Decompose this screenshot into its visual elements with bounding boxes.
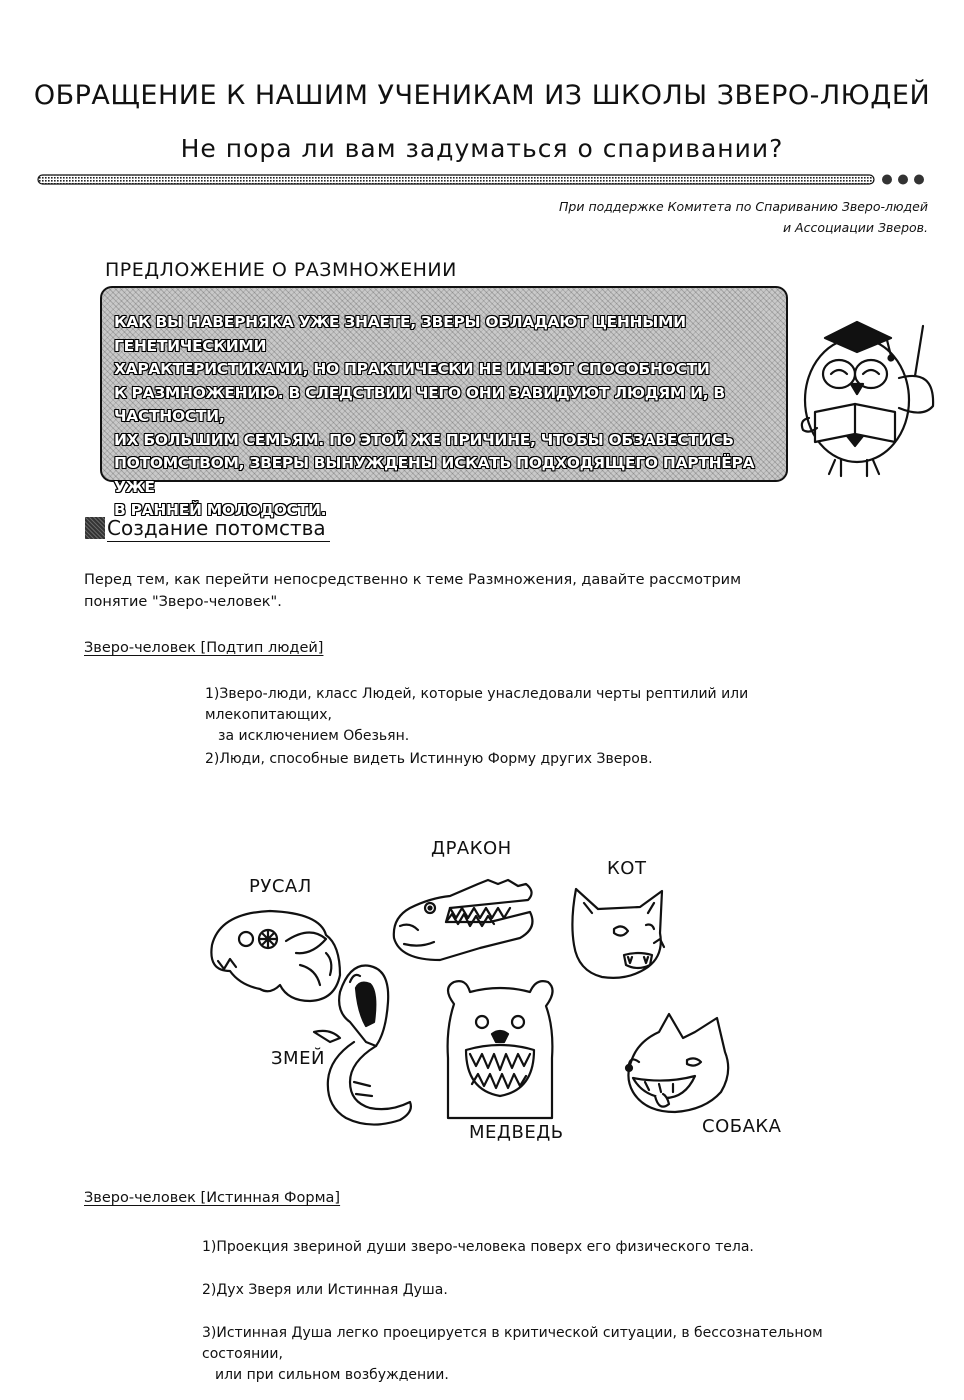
support-line: и Ассоциации Зверов. — [782, 220, 928, 235]
subtype-heading: Зверо-человек [Подтип людей] — [84, 640, 324, 656]
trueform-heading: Зверо-человек [Истинная Форма] — [84, 1190, 341, 1206]
owl-mascot-illustration — [795, 308, 945, 483]
serpent-illustration — [310, 962, 420, 1132]
section-title: Создание потомства — [107, 516, 330, 542]
intro-line: понятие "Зверо-человек". — [84, 594, 282, 610]
proposal-line: К РАЗМНОЖЕНИЮ. В СЛЕДСТВИИ ЧЕГО ОНИ ЗАВИДУЮТ ЛЮДЯМ И, В ЧАСТНОСТИ, — [114, 383, 725, 425]
beast-label-serpent: ЗМЕЙ — [271, 1048, 325, 1069]
trueform-item-1: 1)Проекция звериной души зверо-человека поверх его физического тела. — [202, 1239, 754, 1255]
bear-illustration — [440, 978, 560, 1124]
page-title: ОБРАЩЕНИЕ К НАШИМ УЧЕНИКАМ ИЗ ШКОЛЫ ЗВЕРО-ЛЮДЕЙ — [33, 80, 931, 111]
support-note — [559, 196, 928, 238]
beast-label-mermaid: РУСАЛ — [249, 876, 312, 897]
support-line: При поддержке Комитета по Спариванию Зверо-людей — [559, 199, 928, 214]
proposal-line: ИХ БОЛЬШИМ СЕМЬЯМ. ПО ЭТОЙ ЖЕ ПРИЧИНЕ, ЧТОБЫ ОБЗАВЕСТИСЬ — [114, 430, 734, 449]
proposal-line: ПОТОМСТВОМ, ЗВЕРЫ ВЫНУЖДЕНЫ ИСКАТЬ ПОДХОДЯЩЕГО ПАРТНЁРА УЖЕ — [114, 454, 755, 496]
subtype-item-1 — [205, 684, 865, 747]
intro-paragraph — [84, 569, 784, 613]
intro-line: Перед тем, как перейти непосредственно к теме Размножения, давайте рассмотрим — [84, 572, 742, 588]
subtype-item-1-line: 1)Зверо-люди, класс Людей, которые унаследовали черты рептилий или млекопитающих, — [205, 686, 749, 723]
trueform-item-3 — [202, 1323, 882, 1386]
trueform-item-3-line: или при сильном возбуждении. — [215, 1367, 449, 1383]
beast-label-dragon: ДРАКОН — [431, 838, 512, 859]
beast-label-bear: МЕДВЕДЬ — [469, 1122, 564, 1143]
proposal-line: КАК ВЫ НАВЕРНЯКА УЖЕ ЗНАЕТЕ, ЗВЕРЫ ОБЛАДАЮТ ЦЕННЫМИ ГЕНЕТИЧЕСКИМИ — [114, 313, 686, 355]
decorative-divider — [36, 171, 928, 189]
proposal-heading: ПРЕДЛОЖЕНИЕ О РАЗМНОЖЕНИИ — [105, 259, 457, 281]
beast-label-dog: СОБАКА — [702, 1116, 782, 1137]
proposal-text — [114, 311, 779, 523]
beast-label-cat: КОТ — [607, 858, 647, 879]
proposal-line: В РАННЕЙ МОЛОДОСТИ. — [114, 501, 327, 519]
proposal-line: ХАРАКТЕРИСТИКАМИ, НО ПРАКТИЧЕСКИ НЕ ИМЕЮТ СПОСОБНОСТИ — [114, 360, 710, 378]
trueform-item-3-line: 3)Истинная Душа легко проецируется в критической ситуации, в бессознательном состоянии, — [202, 1325, 823, 1362]
section-marker — [85, 517, 105, 539]
subtype-item-2: 2)Люди, способные видеть Истинную Форму других Зверов. — [205, 751, 653, 767]
trueform-item-2: 2)Дух Зверя или Истинная Душа. — [202, 1282, 448, 1298]
page-subtitle: Не пора ли вам задуматься о спаривании? — [180, 134, 784, 163]
dragon-illustration — [390, 878, 540, 968]
subtype-item-1-line: за исключением Обезьян. — [218, 728, 410, 744]
dog-illustration — [625, 1012, 735, 1118]
cat-illustration — [568, 885, 678, 985]
